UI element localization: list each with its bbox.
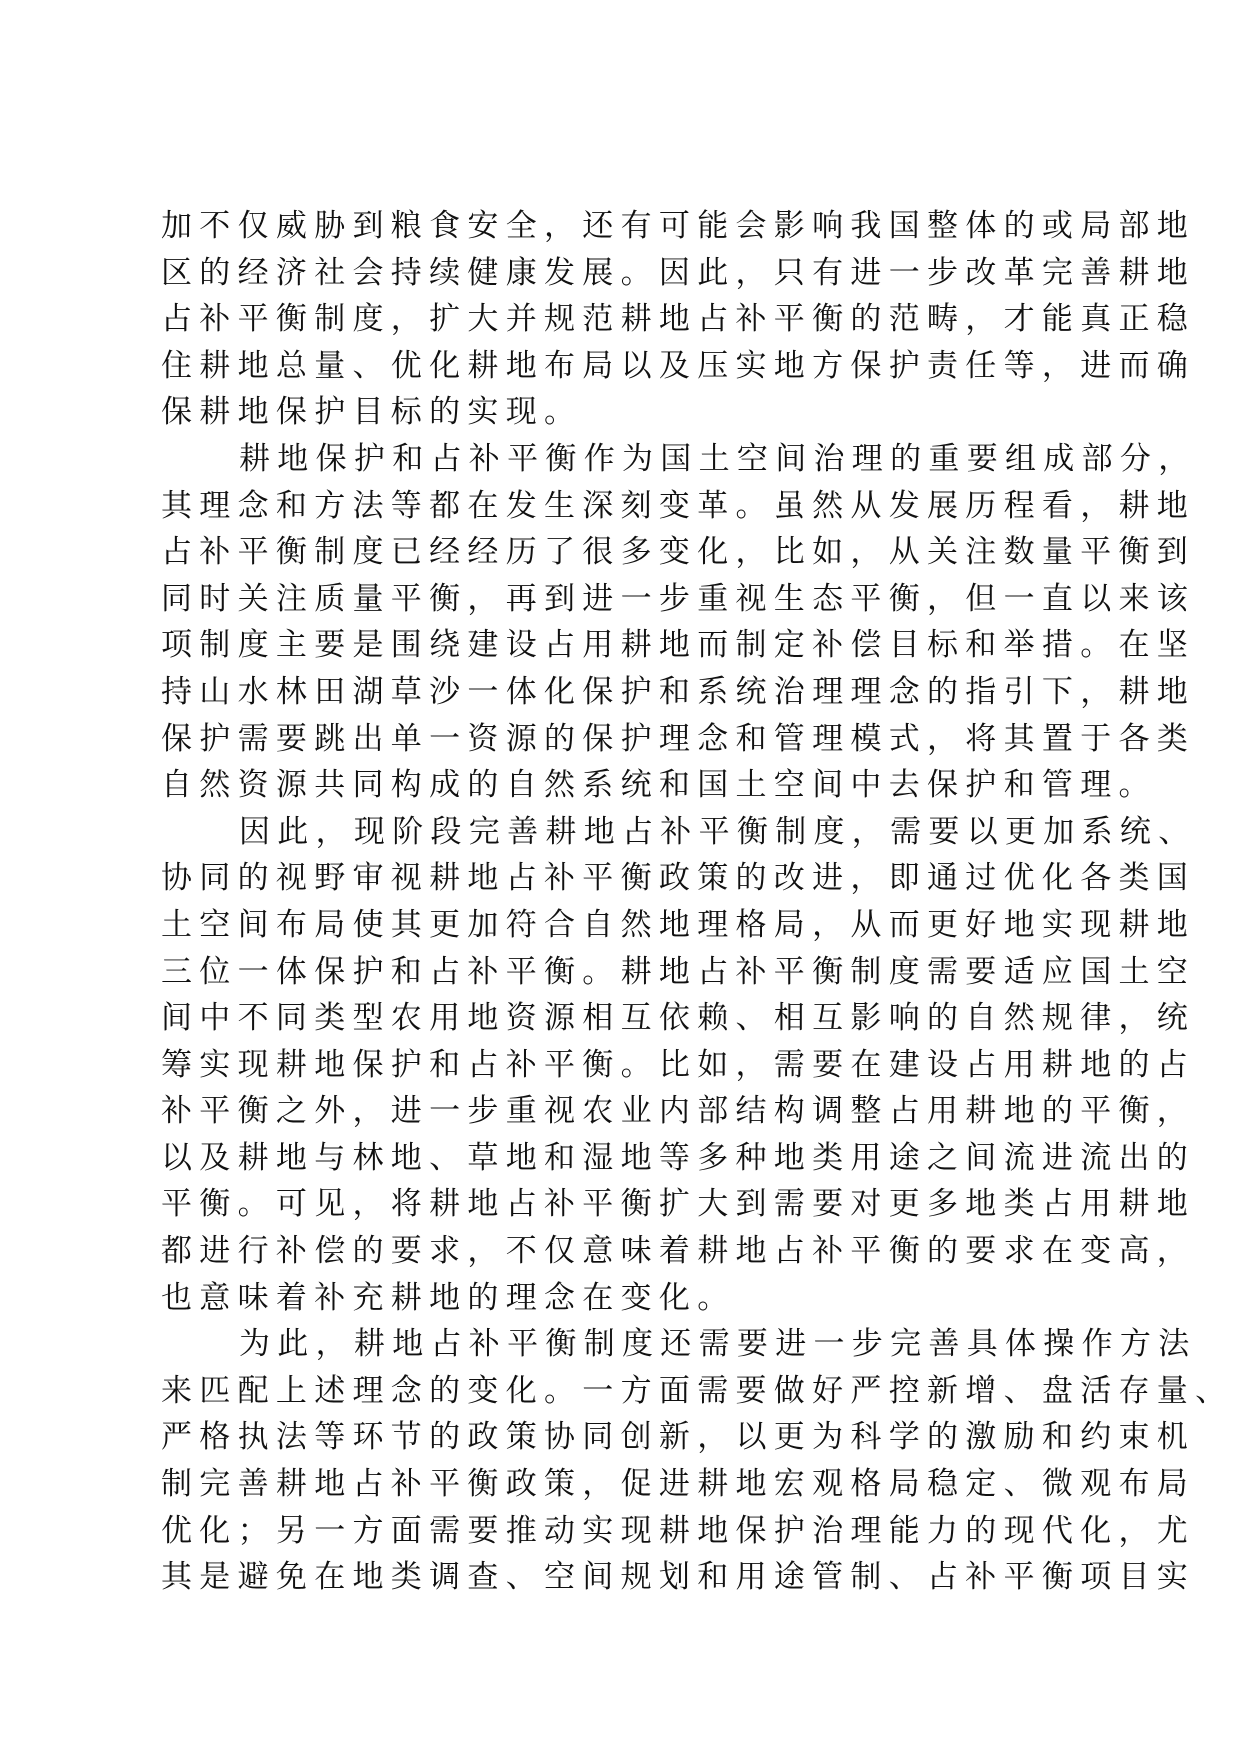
paragraph-first-line: 为此，耕地占补平衡制度还需要进一步完善具体操作方法: [239, 1326, 1197, 1363]
text-line: 住耕地总量、优化耕地布局以及压实地方保护责任等，进而确: [161, 347, 1196, 384]
text-line: 占补平衡制度，扩大并规范耕地占补平衡的范畴，才能真正稳: [161, 301, 1196, 338]
text-line: 来匹配上述理念的变化。一方面需要做好严控新增、盘活存量、: [161, 1372, 1234, 1409]
text-line: 补平衡之外，进一步重视农业内部结构调整占用耕地的平衡，: [161, 1093, 1196, 1130]
text-line: 三位一体保护和占补平衡。耕地占补平衡制度需要适应国土空: [161, 953, 1196, 990]
paragraph-first-line: 因此，现阶段完善耕地占补平衡制度，需要以更加系统、: [239, 813, 1197, 850]
text-line: 也意味着补充耕地的理念在变化。: [161, 1279, 736, 1316]
text-line: 占补平衡制度已经经历了很多变化，比如，从关注数量平衡到: [161, 534, 1196, 571]
text-line: 区的经济社会持续健康发展。因此，只有进一步改革完善耕地: [161, 254, 1196, 291]
text-line: 其是避免在地类调查、空间规划和用途管制、占补平衡项目实: [161, 1559, 1196, 1596]
text-line: 土空间布局使其更加符合自然地理格局，从而更好地实现耕地: [161, 906, 1196, 943]
text-line: 持山水林田湖草沙一体化保护和系统治理理念的指引下，耕地: [161, 673, 1196, 710]
paragraph-first-line: 耕地保护和占补平衡作为国土空间治理的重要组成部分，: [239, 440, 1197, 477]
text-line: 以及耕地与林地、草地和湿地等多种地类用途之间流进流出的: [161, 1139, 1196, 1176]
text-line: 其理念和方法等都在发生深刻变革。虽然从发展历程看，耕地: [161, 487, 1196, 524]
text-line: 严格执法等环节的政策协同创新，以更为科学的激励和约束机: [161, 1419, 1196, 1456]
text-line: 协同的视野审视耕地占补平衡政策的改进，即通过优化各类国: [161, 860, 1196, 897]
text-line: 同时关注质量平衡，再到进一步重视生态平衡，但一直以来该: [161, 580, 1196, 617]
text-line: 平衡。可见，将耕地占补平衡扩大到需要对更多地类占用耕地: [161, 1186, 1196, 1223]
text-line: 都进行补偿的要求，不仅意味着耕地占补平衡的要求在变高，: [161, 1233, 1196, 1270]
text-line: 制完善耕地占补平衡政策，促进耕地宏观格局稳定、微观布局: [161, 1466, 1196, 1503]
text-line: 自然资源共同构成的自然系统和国土空间中去保护和管理。: [161, 767, 1157, 804]
text-line: 项制度主要是围绕建设占用耕地而制定补偿目标和举措。在坚: [161, 627, 1196, 664]
text-line: 间中不同类型农用地资源相互依赖、相互影响的自然规律，统: [161, 1000, 1196, 1037]
text-line: 筹实现耕地保护和占补平衡。比如，需要在建设占用耕地的占: [161, 1046, 1196, 1083]
text-line: 加不仅威胁到粮食安全，还有可能会影响我国整体的或局部地: [161, 208, 1196, 244]
text-line: 保耕地保护目标的实现。: [161, 394, 583, 431]
body-text: [161, 203, 1234, 1601]
text-line: 保护需要跳出单一资源的保护理念和管理模式，将其置于各类: [161, 720, 1196, 757]
text-line: 优化；另一方面需要推动实现耕地保护治理能力的现代化，尤: [161, 1512, 1196, 1549]
